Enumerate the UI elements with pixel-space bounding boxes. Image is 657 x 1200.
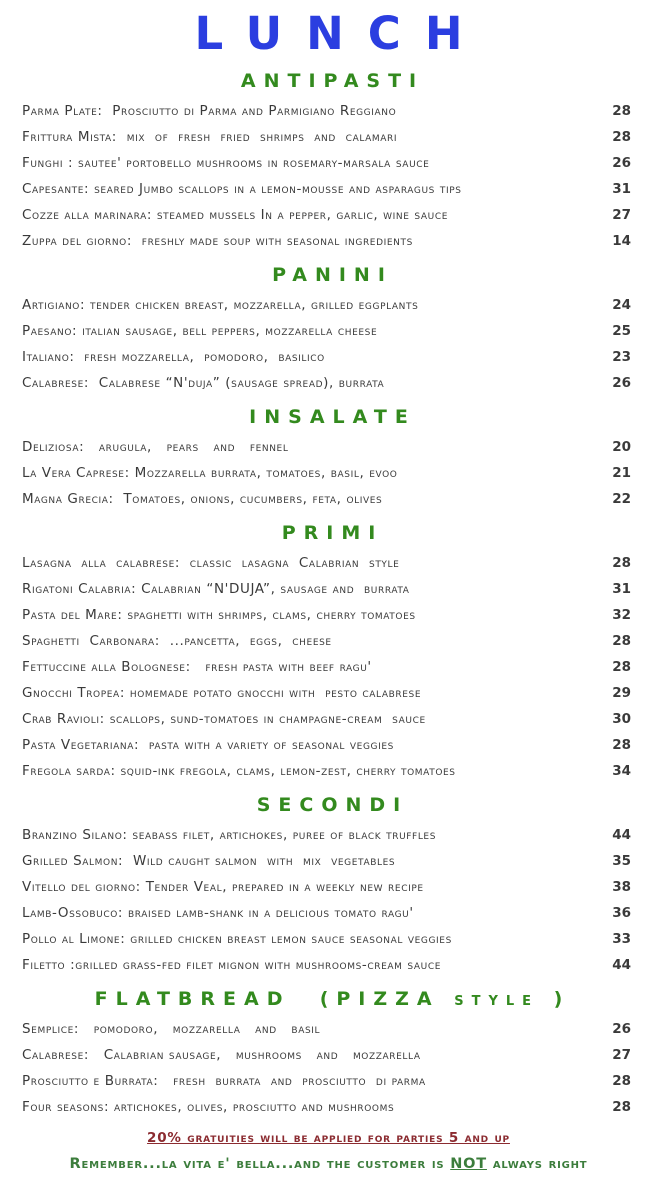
menu-item-row bbox=[0, 576, 657, 602]
section-heading-flatbread-pizza-style: FLATBREAD (PIZZA style ) bbox=[94, 987, 571, 1010]
item-description: Rigatoni Calabria: Calabrian “N'DUJA”, sausage and burrata bbox=[22, 580, 410, 597]
item-description: Fregola sarda: squid-ink fregola, clams, lemon-zest, cherry tomatoes bbox=[22, 762, 456, 779]
item-description: Pollo al Limone: grilled chicken breast lemon sauce seasonal veggies bbox=[22, 930, 452, 947]
menu-item-row bbox=[0, 706, 657, 732]
menu-item-row bbox=[0, 1042, 657, 1068]
menu-item-row bbox=[0, 176, 657, 202]
menu-item-row bbox=[0, 900, 657, 926]
item-description: Parma Plate: Prosciutto di Parma and Parmigiano Reggiano bbox=[22, 102, 397, 119]
tagline-text-before: Remember...la vita e' bella...and the customer is bbox=[69, 1155, 451, 1172]
item-description: Prosciutto e Burrata: fresh burrata and prosciutto di parma bbox=[22, 1072, 426, 1089]
item-price: 44 bbox=[612, 826, 631, 843]
menu-item-row bbox=[0, 460, 657, 486]
section-heading-antipasti: ANTIPASTI bbox=[240, 69, 425, 92]
item-price: 35 bbox=[612, 852, 631, 869]
item-price: 28 bbox=[612, 632, 631, 649]
item-price: 33 bbox=[612, 930, 631, 947]
menu-item-row bbox=[0, 344, 657, 370]
item-price: 27 bbox=[612, 1046, 631, 1063]
item-price: 26 bbox=[612, 154, 631, 171]
item-price: 31 bbox=[612, 180, 631, 197]
item-description: Branzino Silano: seabass filet, artichokes, puree of black truffles bbox=[22, 826, 437, 843]
item-description: Semplice: pomodoro, mozzarella and basil bbox=[22, 1020, 321, 1037]
menu-item-row bbox=[0, 124, 657, 150]
item-price: 28 bbox=[612, 658, 631, 675]
item-price: 30 bbox=[612, 710, 631, 727]
menu-item-row bbox=[0, 486, 657, 512]
item-price: 25 bbox=[612, 322, 631, 339]
menu-footer bbox=[0, 1130, 657, 1172]
menu-title: LUNCH bbox=[194, 7, 487, 60]
item-description: Spaghetti Carbonara: ...pancetta, eggs, cheese bbox=[22, 632, 332, 649]
menu-item-row bbox=[0, 228, 657, 254]
menu-item-row bbox=[0, 1094, 657, 1120]
section-heading-insalate: INSALATE bbox=[249, 405, 416, 428]
menu-item-row bbox=[0, 874, 657, 900]
item-description: Crab Ravioli: scallops, sund-tomatoes in champagne-cream sauce bbox=[22, 710, 426, 727]
menu-item-row bbox=[0, 370, 657, 396]
menu-item-row bbox=[0, 952, 657, 978]
item-description: Calabrese: Calabrian sausage, mushrooms and mozzarella bbox=[22, 1046, 421, 1063]
menu-item-row bbox=[0, 550, 657, 576]
item-description: La Vera Caprese: Mozzarella burrata, tomatoes, basil, evoo bbox=[22, 464, 398, 481]
menu-item-row bbox=[0, 1016, 657, 1042]
item-price: 21 bbox=[612, 464, 631, 481]
menu-item-row bbox=[0, 292, 657, 318]
item-description: Pasta del Mare: spaghetti with shrimps, clams, cherry tomatoes bbox=[22, 606, 416, 623]
item-description: Vitello del giorno: Tender Veal, prepared in a weekly new recipe bbox=[22, 878, 424, 895]
item-description: Deliziosa: arugula, pears and fennel bbox=[22, 438, 289, 455]
menu-item-row bbox=[0, 848, 657, 874]
tagline-not-emphasis: NOT bbox=[450, 1155, 487, 1172]
gratuity-notice: 20% gratuities will be applied for parties 5 and up bbox=[147, 1129, 510, 1146]
item-price: 28 bbox=[612, 128, 631, 145]
menu-item-row bbox=[0, 318, 657, 344]
item-price: 38 bbox=[612, 878, 631, 895]
menu-item-row bbox=[0, 654, 657, 680]
item-price: 23 bbox=[612, 348, 631, 365]
item-description: Fettuccine alla Bolognese: fresh pasta with beef ragu' bbox=[22, 658, 372, 675]
item-price: 28 bbox=[612, 1072, 631, 1089]
menu-item-row bbox=[0, 926, 657, 952]
item-price: 20 bbox=[612, 438, 631, 455]
item-description: Grilled Salmon: Wild caught salmon with mix vegetables bbox=[22, 852, 396, 869]
item-price: 27 bbox=[612, 206, 631, 223]
item-description: Artigiano: tender chicken breast, mozzarella, grilled eggplants bbox=[22, 296, 419, 313]
menu-item-row bbox=[0, 628, 657, 654]
item-description: Zuppa del giorno: freshly made soup with seasonal ingredients bbox=[22, 232, 413, 249]
menu-sections bbox=[0, 69, 657, 1120]
item-description: Paesano: italian sausage, bell peppers, mozzarella cheese bbox=[22, 322, 378, 339]
item-description: Italiano: fresh mozzarella, pomodoro, basilico bbox=[22, 348, 325, 365]
tagline bbox=[0, 1156, 657, 1172]
item-price: 28 bbox=[612, 736, 631, 753]
menu-item-row bbox=[0, 732, 657, 758]
menu-item-row bbox=[0, 1068, 657, 1094]
item-description: Magna Grecia: Tomatoes, onions, cucumbers, feta, olives bbox=[22, 490, 383, 507]
item-price: 28 bbox=[612, 554, 631, 571]
item-price: 34 bbox=[612, 762, 631, 779]
menu-item-row bbox=[0, 758, 657, 784]
menu-item-row bbox=[0, 822, 657, 848]
item-description: Calabrese: Calabrese “N'duja” (sausage spread), burrata bbox=[22, 374, 385, 391]
item-price: 32 bbox=[612, 606, 631, 623]
item-description: Four seasons: artichokes, olives, prosciutto and mushrooms bbox=[22, 1098, 395, 1115]
item-description: Capesante: seared Jumbo scallops in a lemon-mousse and asparagus tips bbox=[22, 180, 462, 197]
item-price: 31 bbox=[612, 580, 631, 597]
item-price: 44 bbox=[612, 956, 631, 973]
item-price: 26 bbox=[612, 374, 631, 391]
menu-item-row bbox=[0, 98, 657, 124]
section-heading-panini: PANINI bbox=[272, 263, 393, 286]
tagline-text-after: always right bbox=[486, 1155, 588, 1172]
item-description: Filetto :grilled grass-fed filet mignon with mushrooms-cream sauce bbox=[22, 956, 441, 973]
menu-item-row bbox=[0, 602, 657, 628]
item-description: Lasagna alla calabrese: classic lasagna Calabrian style bbox=[22, 554, 400, 571]
item-price: 22 bbox=[612, 490, 631, 507]
section-heading-secondi: SECONDI bbox=[256, 793, 409, 816]
menu-item-row bbox=[0, 202, 657, 228]
item-description: Pasta Vegetariana: pasta with a variety of seasonal veggies bbox=[22, 736, 394, 753]
item-price: 26 bbox=[612, 1020, 631, 1037]
menu-item-row bbox=[0, 680, 657, 706]
item-price: 14 bbox=[612, 232, 631, 249]
item-price: 24 bbox=[612, 296, 631, 313]
section-heading-primi: PRIMI bbox=[281, 521, 384, 544]
item-description: Gnocchi Tropea: homemade potato gnocchi with pesto calabrese bbox=[22, 684, 422, 701]
item-price: 28 bbox=[612, 102, 631, 119]
item-description: Cozze alla marinara: steamed mussels In a pepper, garlic, wine sauce bbox=[22, 206, 448, 223]
item-price: 36 bbox=[612, 904, 631, 921]
item-description: Lamb-Ossobuco: braised lamb-shank in a delicious tomato ragu' bbox=[22, 904, 414, 921]
item-price: 28 bbox=[612, 1098, 631, 1115]
menu-item-row bbox=[0, 150, 657, 176]
item-description: Frittura Mista: mix of fresh fried shrimps and calamari bbox=[22, 128, 398, 145]
item-description: Funghi : sautee' portobello mushrooms in rosemary-marsala sauce bbox=[22, 154, 430, 171]
item-price: 29 bbox=[612, 684, 631, 701]
menu-item-row bbox=[0, 434, 657, 460]
